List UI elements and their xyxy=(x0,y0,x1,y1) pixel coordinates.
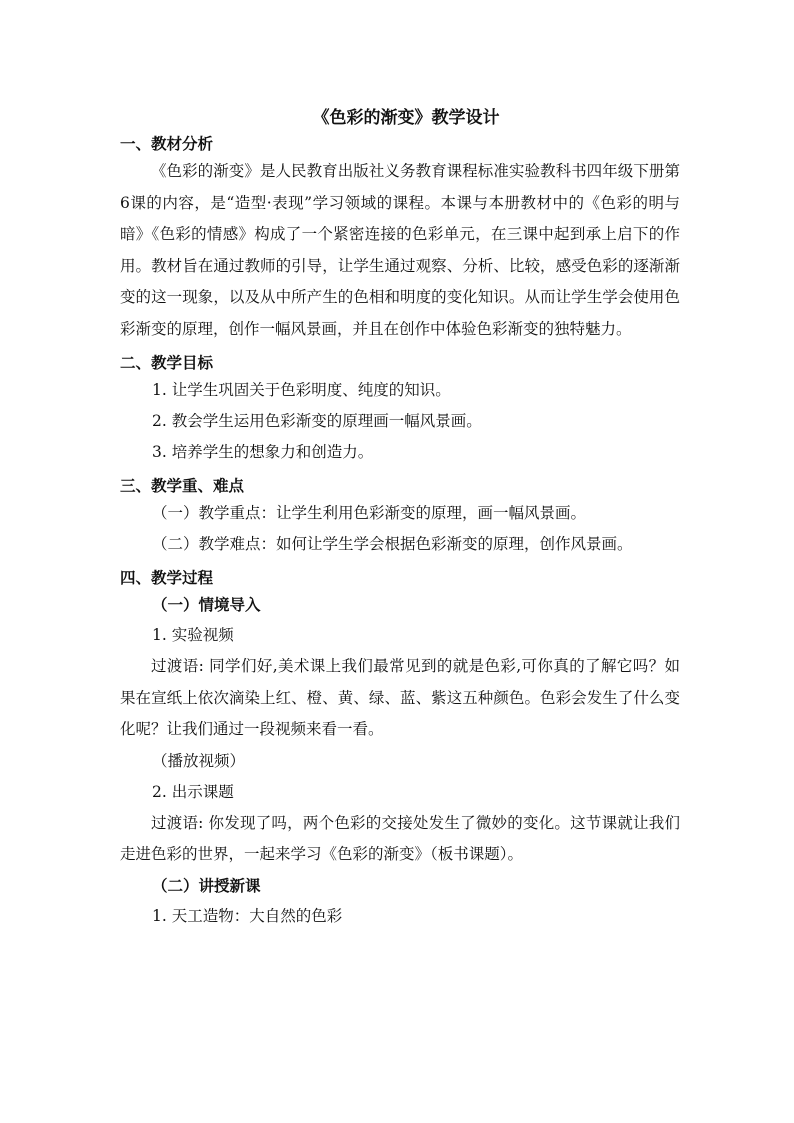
section-heading-analysis: 一、教材分析 xyxy=(120,134,214,153)
play-video-note: （播放视频） xyxy=(152,751,246,770)
goal-item-1: 1. 让学生巩固关于色彩明度、纯度的知识。 xyxy=(152,381,451,399)
subheading-new-lesson: （二）讲授新课 xyxy=(152,875,261,895)
transition-paragraph-1: 过渡语: 同学们好,美术课上我们最常见到的就是色彩,可你真的了解它吗？如果在宣纸上依次滴染上红、橙、黄、绿、蓝、紫这五种颜色。色彩会发生了什么变化呢？让我们通过一段视频来看一看。 xyxy=(120,657,680,738)
goal-item-3: 3. 培养学生的想象力和创造力。 xyxy=(152,443,374,461)
section-heading-goals: 二、教学目标 xyxy=(120,353,214,372)
key-point-item: （一）教学重点：让学生利用色彩渐变的原理，画一幅风景画。 xyxy=(152,504,587,522)
document-page xyxy=(120,104,680,932)
transition-paragraph-2: 过渡语: 你发现了吗，两个色彩的交接处发生了微妙的变化。这节课就让我们走进色彩的世界，一起来学习《色彩的渐变》（板书课题）。 xyxy=(120,813,680,863)
step-show-topic: 2. 出示课题 xyxy=(152,782,234,801)
analysis-paragraph: 《色彩的渐变》是人民教育出版社义务教育课程标准实验教科书四年级下册第6课的内容，是“造型·表现”学习领域的课程。本课与本册教材中的《色彩的明与暗》《色彩的情感》构成了一个紧密连接的色彩单元，在三课中起到承上启下的作用。教材旨在通过教师的引导，让学生通过观察、分析、比较，感受色彩的逐渐渐变的这一现象，以及从中所产生的色相和明度的变化知识。从而让学生学会使用色彩渐变的原理，创作一幅风景画，并且在创作中体验色彩渐变的独特魅力。 xyxy=(120,162,680,338)
step-nature-colors: 1. 天工造物：大自然的色彩 xyxy=(152,906,343,925)
section-heading-process: 四、教学过程 xyxy=(120,568,214,587)
subheading-intro: （一）情境导入 xyxy=(152,595,261,614)
goal-item-2: 2. 教会学生运用色彩渐变的原理画一幅风景画。 xyxy=(152,412,482,430)
document-title: 《色彩的渐变》教学设计 xyxy=(312,108,500,128)
step-experiment-video: 1. 实验视频 xyxy=(152,626,234,644)
difficulty-item: （二）教学难点：如何让学生学会根据色彩渐变的原理，创作风景画。 xyxy=(152,535,633,553)
section-heading-key-points: 三、教学重、难点 xyxy=(120,476,245,495)
